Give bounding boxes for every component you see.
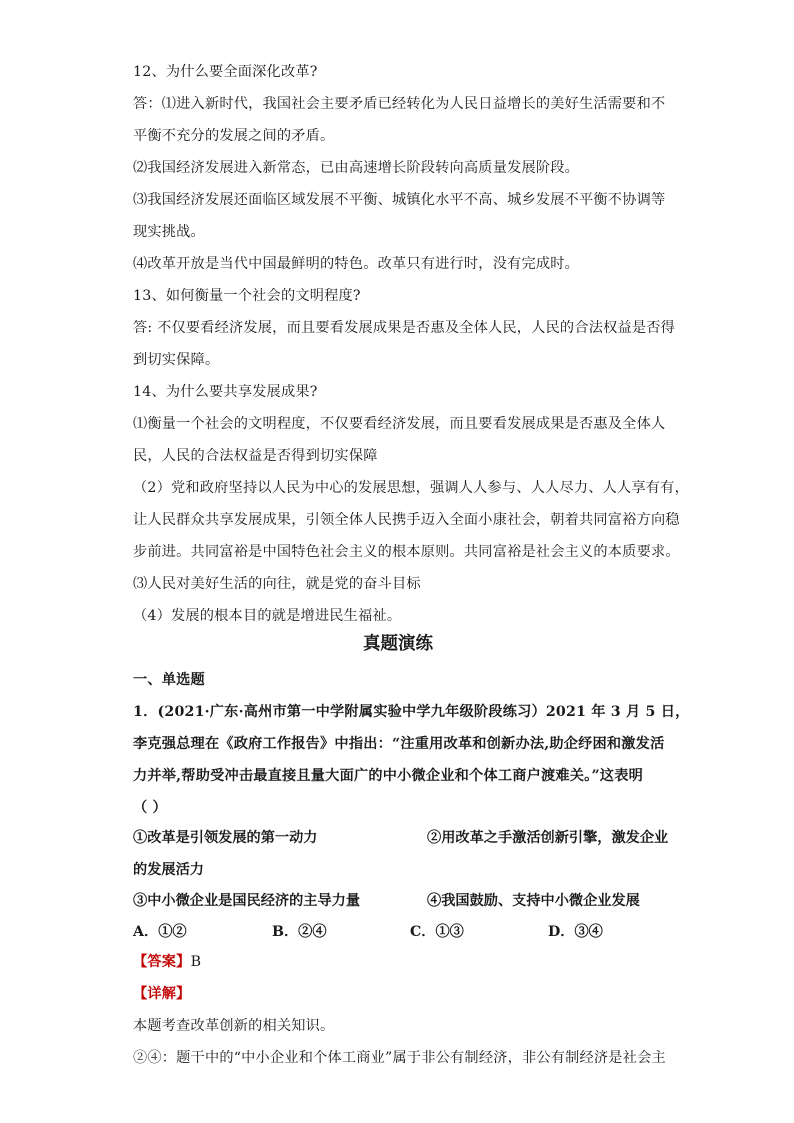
q14-answer-2-line-2: 让人民群众共享发展成果，引领全体人民携手迈入全面小康社会，朝着共同富裕方向稳 <box>133 512 680 528</box>
q12-answer-3-line-2: 现实挑战。 <box>133 224 205 240</box>
q14-answer-1-line-2: 民，人民的合法权益是否得到切实保障 <box>133 448 378 464</box>
q13-answer-line-2: 到切实保障。 <box>133 352 220 368</box>
detail-label: 【详解】 <box>133 986 191 1002</box>
statement-3: ③中小微企业是国民经济的主导力量 <box>133 893 361 909</box>
answer-line <box>133 952 201 972</box>
section-subheading: 一、单选题 <box>133 672 205 688</box>
q14-answer-4: （4）发展的根本目的就是增进民生福祉。 <box>133 608 402 624</box>
choice-b: B．②④ <box>272 924 327 940</box>
statement-4: ④我国鼓励、支持中小微企业发展 <box>427 893 640 909</box>
statement-1: ①改革是引领发展的第一动力 <box>133 830 318 846</box>
question1-stem-line-3: 力并举,帮助受冲击最直接且量大面广的中小微企业和个体工商户渡难关。”这表明 <box>133 768 643 784</box>
question1-stem-line-2: 李克强总理在《政府工作报告》中指出：“注重用改革和创新办法,助企纾困和激发活 <box>133 736 665 752</box>
statement-2-line-2: 的发展活力 <box>133 862 204 878</box>
q14-title: 14、为什么要共享发展成果? <box>133 384 318 400</box>
q12-answer-3-line-1: ⑶我国经济发展还面临区域发展不平衡、城镇化水平不高、城乡发展不平衡不协调等 <box>133 192 666 208</box>
statement-2-line-1: ②用改革之手激活创新引擎，激发企业 <box>427 830 669 846</box>
q12-answer-1-line-1: 答：⑴进入新时代，我国社会主要矛盾已经转化为人民日益增长的美好生活需要和不 <box>133 96 666 112</box>
choice-a: A．①② <box>133 924 187 940</box>
choice-c: C．①③ <box>410 924 464 940</box>
answer-value: B <box>190 954 202 970</box>
q12-answer-2: ⑵我国经济发展进入新常态，已由高速增长阶段转向高质量发展阶段。 <box>133 160 580 176</box>
q14-answer-2-line-1: （2）党和政府坚持以人民为中心的发展思想，强调人人参与、人人尽力、人人享有有， <box>133 480 689 496</box>
detail-line-2: ②④：题干中的“中小企业和个体工商业”属于非公有制经济，非公有制经济是社会主 <box>133 1050 666 1066</box>
q12-title: 12、为什么要全面深化改革? <box>133 64 318 80</box>
q13-answer-line-1: 答: 不仅要看经济发展，而且要看发展成果是否惠及全体人民，人民的合法权益是否得 <box>133 320 676 336</box>
question1-blank: （ ） <box>133 800 167 816</box>
q13-title: 13、如何衡量一个社会的文明程度? <box>133 288 361 304</box>
answer-label: 【答案】 <box>133 954 191 970</box>
q14-answer-1-line-1: ⑴衡量一个社会的文明程度，不仅要看经济发展，而且要看发展成果是否惠及全体人 <box>133 416 666 432</box>
q14-answer-2-line-3: 步前进。共同富裕是中国特色社会主义的根本原则。共同富裕是社会主义的本质要求。 <box>133 544 680 560</box>
section-heading: 真题演练 <box>363 634 433 654</box>
question1-stem-line-1: 1．(2021·广东·高州市第一中学附属实验中学九年级阶段练习）2021 年 3 月 5 日， <box>133 704 690 720</box>
q12-answer-4: ⑷改革开放是当代中国最鲜明的特色。改革只有进行时，没有完成时。 <box>133 256 580 272</box>
choice-d: D．③④ <box>548 924 603 940</box>
detail-line-1: 本题考查改革创新的相关知识。 <box>133 1018 335 1034</box>
q12-answer-1-line-2: 平衡不充分的发展之间的矛盾。 <box>133 128 335 144</box>
q14-answer-3: ⑶人民对美好生活的向往，就是党的奋斗目标 <box>133 576 421 592</box>
